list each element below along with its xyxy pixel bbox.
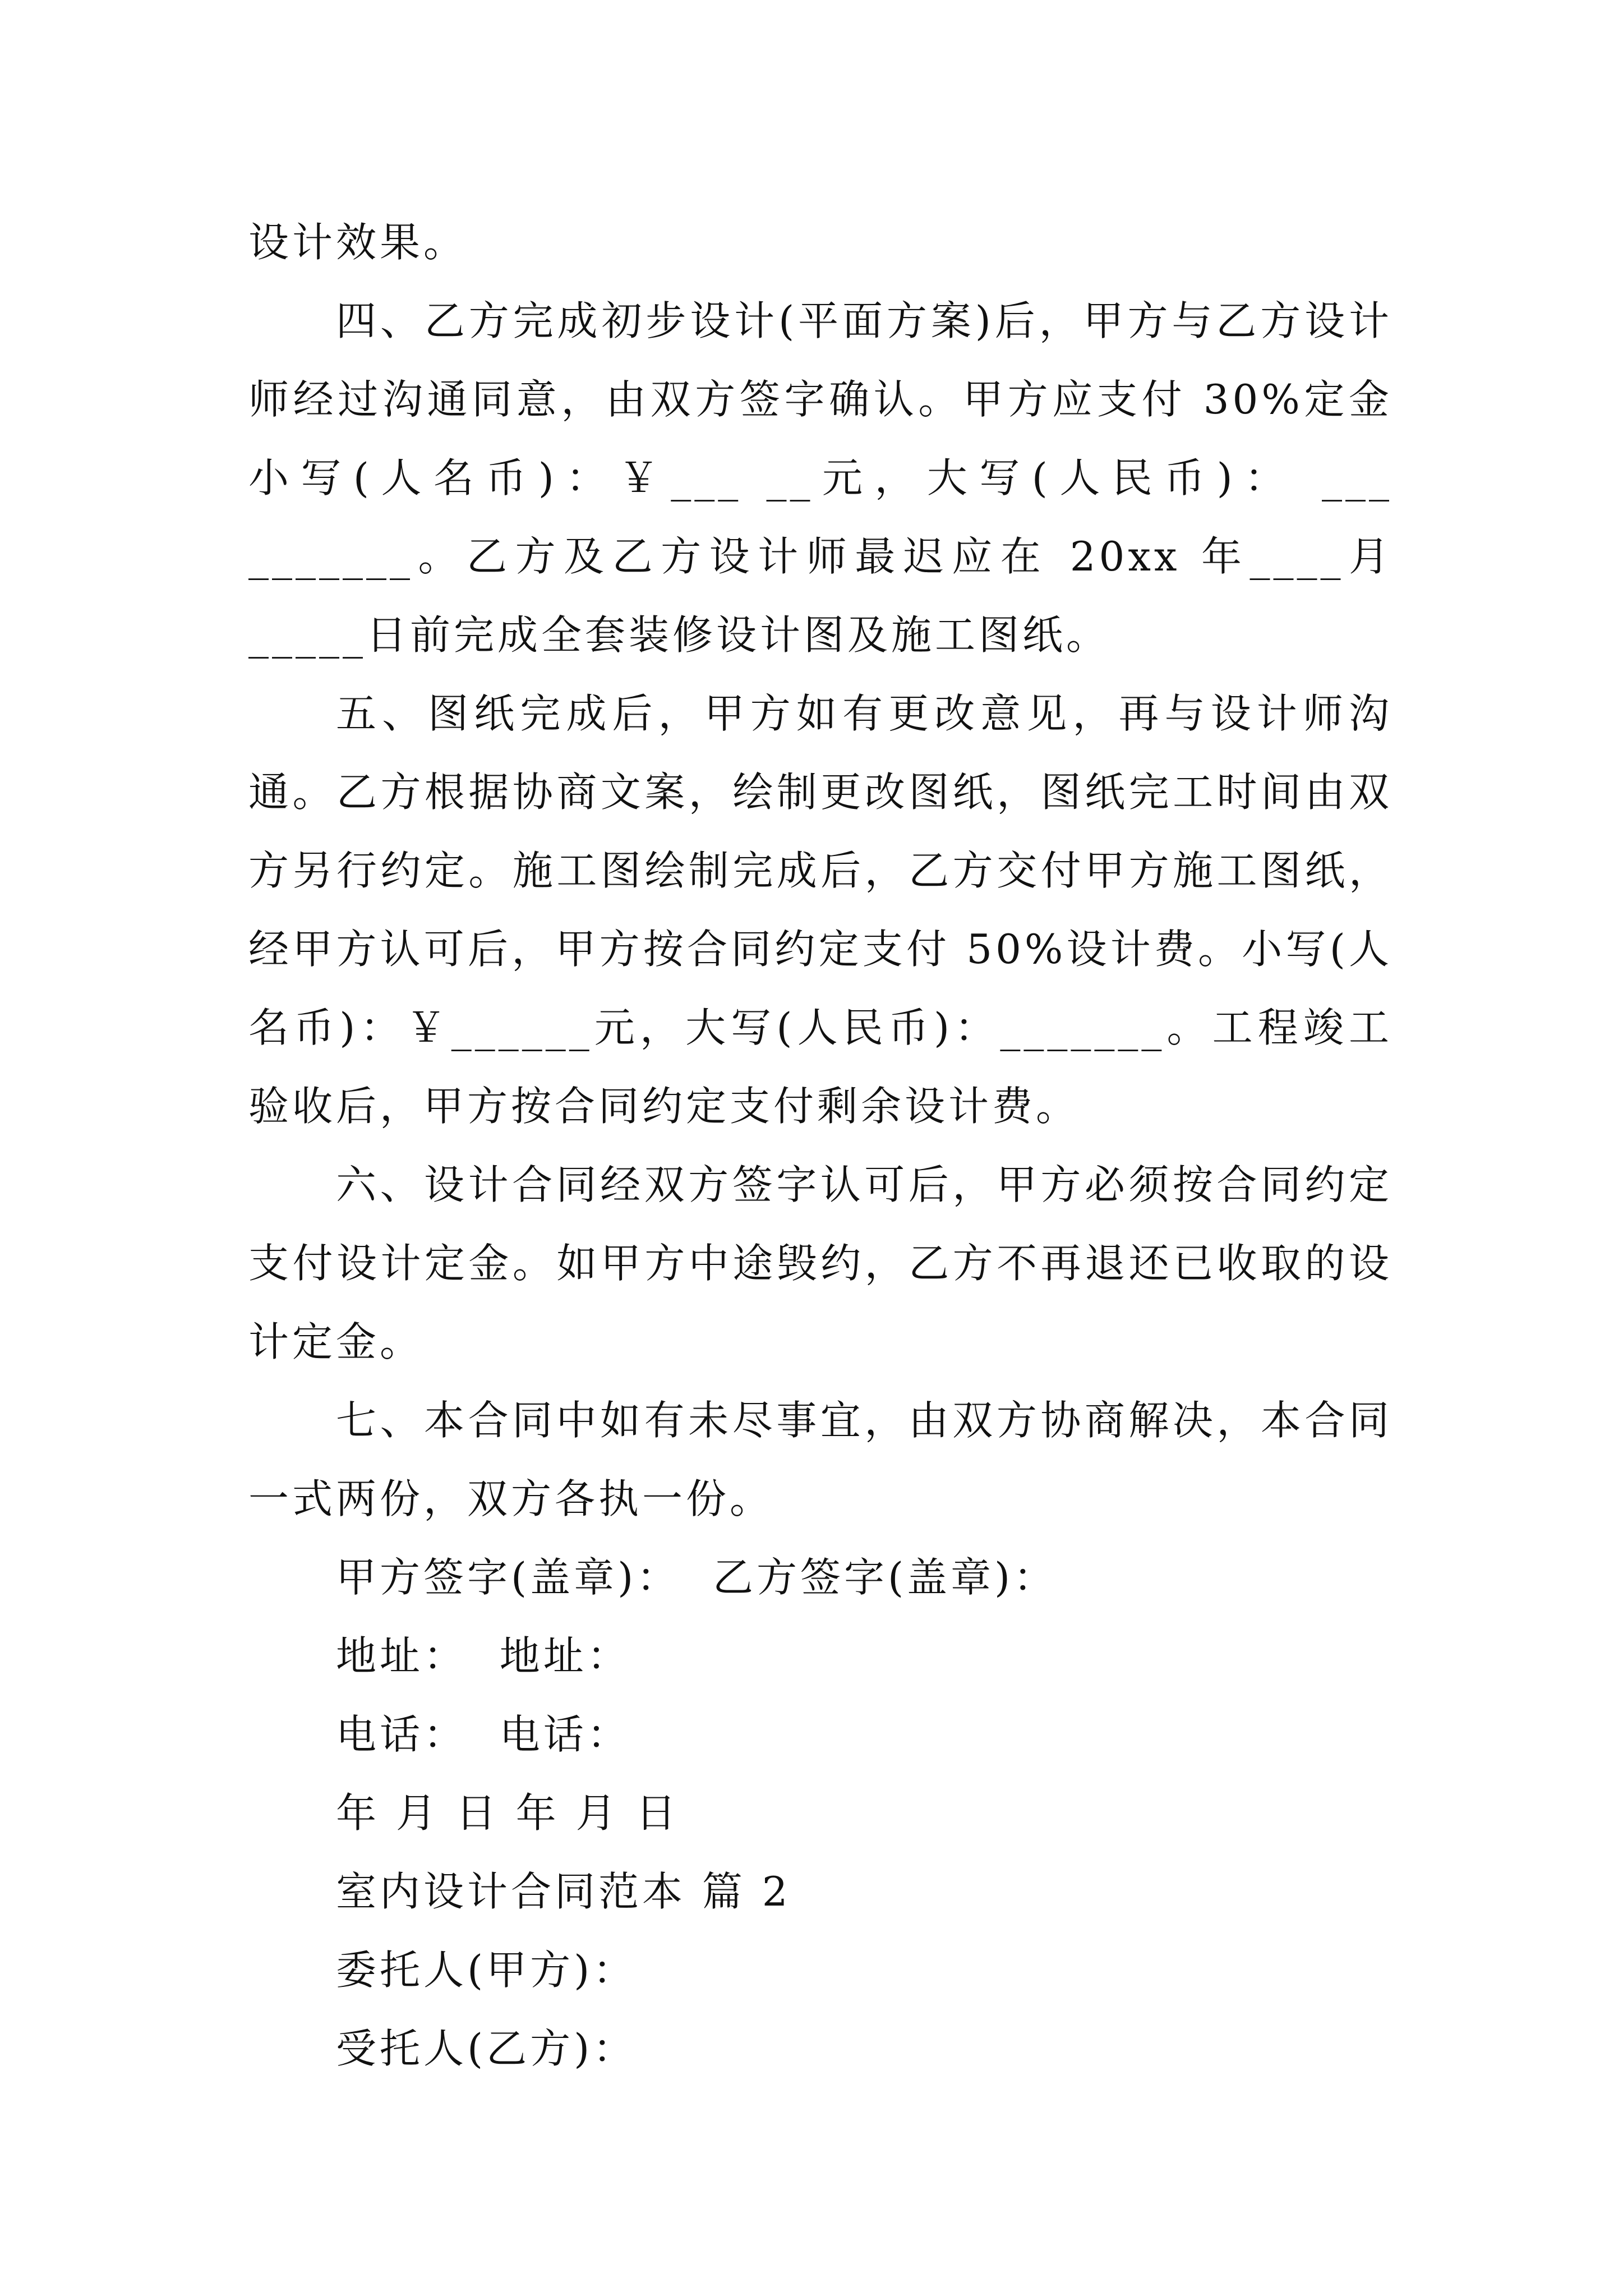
paragraph-clause-4: 四、乙方完成初步设计(平面方案)后，甲方与乙方设计师经过沟通同意，由双方签字确认。甲方应支付 30%定金小写(人名币)：￥___ __元，大写(人民币)： ___ _______。乙方及乙方设计师最迟应在 20xx 年____月_____日前完成全套装修设计图及施工图纸。 xyxy=(248,297,1393,659)
paragraph-design-effect: 设计效果。 xyxy=(248,219,468,266)
party-b-date-label: 年 月 日 xyxy=(515,1789,680,1837)
party-a-address-label: 地址： xyxy=(336,1632,468,1680)
party-b-address-label: 地址： xyxy=(499,1632,631,1680)
party-b-phone-label: 电话： xyxy=(499,1711,631,1758)
party-a-date-label: 年 月 日 xyxy=(336,1789,500,1837)
signature-line xyxy=(248,1538,1393,1617)
paragraph-clause-5: 五、图纸完成后，甲方如有更改意见，再与设计师沟通。乙方根据协商文案，绘制更改图纸，图纸完工时间由双方另行约定。施工图绘制完成后，乙方交付甲方施工图纸，经甲方认可后，甲方按合同约定支付 50%设计费。小写(人名币)：￥______元，大写(人民币)：_______。工程竣工验收后，甲方按合同约定支付剩余设计费。 xyxy=(248,690,1393,1130)
client-label: 委托人(甲方)： xyxy=(336,1947,637,1994)
date-line xyxy=(248,1774,1393,1852)
document-body xyxy=(248,203,1393,2088)
party-b-signature-label: 乙方签字(盖章)： xyxy=(712,1554,1058,1601)
party-a-phone-label: 电话： xyxy=(336,1711,468,1758)
paragraph-clause-6: 六、设计合同经双方签字认可后，甲方必须按合同约定支付设计定金。如甲方中途毁约，乙方不再退还已收取的设计定金。 xyxy=(248,1161,1393,1365)
address-line xyxy=(248,1617,1393,1695)
contractor-label: 受托人(乙方)： xyxy=(336,2025,637,2072)
phone-line xyxy=(248,1695,1393,1774)
party-a-signature-label: 甲方签字(盖章)： xyxy=(336,1554,681,1601)
paragraph-clause-7: 七、本合同中如有未尽事宜，由双方协商解决，本合同一式两份，双方各执一份。 xyxy=(248,1397,1393,1522)
section-2-title: 室内设计合同范本 篇 2 xyxy=(336,1868,791,1915)
